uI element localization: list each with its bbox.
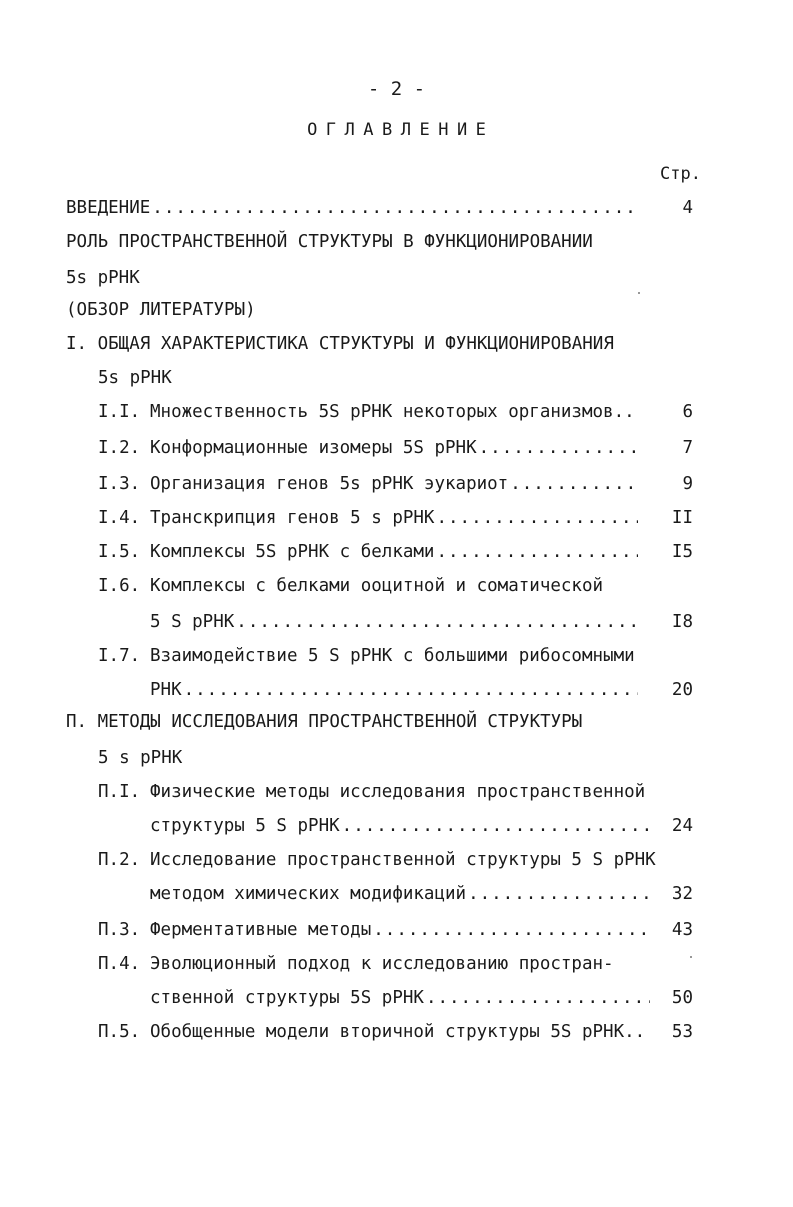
toc-entry-label: Взаимодействие 5 S рРНК с большими рибосомными (150, 646, 635, 666)
toc-entry-label: Конформационные изомеры 5S рРНК (150, 438, 477, 458)
toc-entry-label-cont: РНК (150, 680, 182, 700)
toc-section-number: I.7. (98, 646, 141, 666)
toc-entry (150, 614, 638, 632)
toc-entry (150, 818, 650, 836)
leader-dots (436, 544, 638, 562)
toc-entry-label: ВВЕДЕНИЕ (66, 198, 151, 218)
toc-entry-label: Транскрипция генов 5 s рРНК (150, 508, 435, 528)
toc-entry-label: Обобщенные модели вторичной структуры 5S рРНК.. (150, 1022, 646, 1042)
leader-dots (436, 510, 638, 528)
toc-page-number: 32 (671, 884, 693, 904)
leader-dots (510, 476, 638, 494)
scan-speck (690, 956, 692, 958)
toc-page-number: I5 (671, 542, 693, 562)
leader-dots (236, 614, 638, 632)
toc-section-number: П.2. (98, 850, 141, 870)
leader-dots (342, 818, 650, 836)
toc-entry (150, 682, 638, 700)
toc-section-number: I.6. (98, 576, 141, 596)
toc-entry-label: Эволюционный подход к исследованию простран- (150, 954, 614, 974)
toc-page-number: 53 (671, 1022, 693, 1042)
leader-dots (479, 440, 638, 458)
toc-section-number: I.4. (98, 508, 141, 528)
toc-entry-label-cont: структуры 5 S рРНК (150, 816, 340, 836)
toc-entry (150, 476, 638, 494)
page-column-header: Стр. (660, 164, 701, 184)
toc-section-number: П.3. (98, 920, 141, 940)
toc-title: ОГЛАВЛЕНИЕ (307, 120, 495, 140)
toc-entry-label-cont: ственной структуры 5S рРНК (150, 988, 424, 1008)
toc-page-number: 6 (682, 402, 693, 422)
toc-page-number: 7 (682, 438, 693, 458)
chapter-heading: I. ОБЩАЯ ХАРАКТЕРИСТИКА СТРУКТУРЫ И ФУНКЦИОНИРОВАНИЯ (66, 334, 614, 354)
toc-entry-label: Ферментативные методы (150, 920, 372, 940)
toc-entry-label: Комплексы 5S рРНК с белками (150, 542, 435, 562)
section-heading-line: РОЛЬ ПРОСТРАНСТВЕННОЙ СТРУКТУРЫ В ФУНКЦИОНИРОВАНИИ (66, 232, 593, 252)
toc-entry-label: Множественность 5S рРНК некоторых организмов.. (150, 402, 635, 422)
chapter-heading: П. МЕТОДЫ ИССЛЕДОВАНИЯ ПРОСТРАНСТВЕННОЙ СТРУКТУРЫ (66, 712, 583, 732)
toc-section-number: I.3. (98, 474, 141, 494)
toc-section-number: I.I. (98, 402, 141, 422)
toc-entry-label-cont: методом химических модификаций (150, 884, 467, 904)
leader-dots (152, 200, 636, 218)
scan-speck (638, 292, 640, 294)
toc-page-number: 24 (671, 816, 693, 836)
section-heading-line: 5s рРНК (66, 268, 140, 288)
toc-page-number: II (671, 508, 693, 528)
toc-section-number: I.5. (98, 542, 141, 562)
leader-dots (184, 682, 638, 700)
section-heading-line: (ОБЗОР ЛИТЕРАТУРЫ) (66, 300, 256, 320)
leader-dots (426, 990, 650, 1008)
toc-page-number: 50 (671, 988, 693, 1008)
toc-entry (150, 990, 650, 1008)
chapter-heading-cont: 5s рРНК (98, 368, 172, 388)
toc-entry-label-cont: 5 S рРНК (150, 612, 235, 632)
toc-entry (150, 922, 650, 940)
toc-entry (150, 544, 638, 562)
toc-entry-intro (66, 200, 636, 218)
toc-page-number: 43 (671, 920, 693, 940)
toc-entry (150, 886, 650, 904)
toc-entry (150, 510, 638, 528)
toc-page-number: I8 (671, 612, 693, 632)
toc-entry-label: Физические методы исследования пространственной (150, 782, 646, 802)
toc-page-number: 20 (671, 680, 693, 700)
toc-entry-label: Комплексы с белками ооцитной и соматической (150, 576, 604, 596)
toc-section-number: П.4. (98, 954, 141, 974)
toc-entry-label: Исследование пространственной структуры 5 S рРНК (150, 850, 656, 870)
toc-page-number: 9 (682, 474, 693, 494)
chapter-heading-cont: 5 s рРНК (98, 748, 183, 768)
toc-section-number: П.5. (98, 1022, 141, 1042)
page-number: - 2 - (367, 78, 426, 100)
leader-dots (468, 886, 650, 904)
toc-section-number: П.I. (98, 782, 141, 802)
leader-dots (373, 922, 650, 940)
toc-entry (150, 440, 638, 458)
toc-entry-label: Организация генов 5s рРНК эукариот (150, 474, 509, 494)
toc-page-number: 4 (682, 198, 693, 218)
toc-section-number: I.2. (98, 438, 141, 458)
